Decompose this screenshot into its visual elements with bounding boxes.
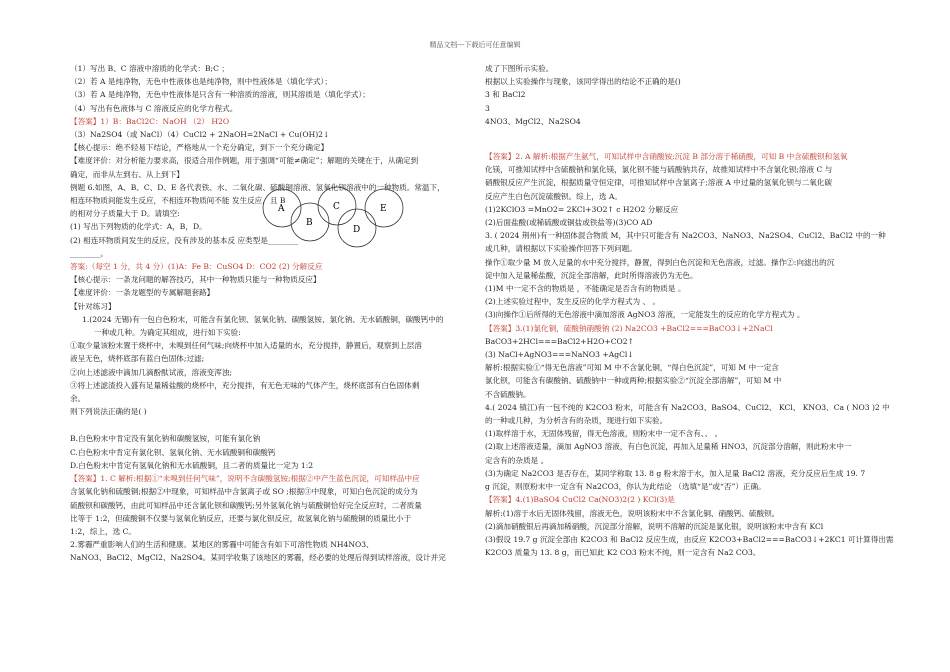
left-line: ②向上述滤液中滴加几滴酚酞试液，溶液变浑浊; <box>70 367 233 377</box>
left-line: 确定，而非从左到右、从上到下】 <box>70 169 184 179</box>
right-line: 4NO3、MgCl2、Na2SO4 <box>485 116 581 126</box>
left-line: （4）写出有色液体与 C 溶液反应的化学方程式。 <box>70 103 238 113</box>
left-line: 例题 6.如图，A、B、C、D、E 各代表铁、水、二氧化碳、硫酸铜溶液、氢氧化钡溶液中的一种物质。常温下， <box>70 182 445 192</box>
left-line: 【核心提示：绝不轻易下结论，严格地从一个充分确定，到下一个充分确定】 <box>70 143 329 153</box>
left-line: ________。 <box>70 248 108 258</box>
left-line: 比等于 1:2，但硫酸铜不仅要与氢氧化钠反应，还要与氯化钡反应，故氢氧化钠与硫酸铜的质量比小于 <box>70 513 412 523</box>
left-column <box>70 62 465 565</box>
right-line: (3)向操作①后所得的无色溶液中滴加溶液 AgNO3 溶液，一定能发生的反应的化学方程式为 。 <box>485 310 805 320</box>
right-line: 淀中加入足量稀盐酸，沉淀全部溶解，此时所得溶液仍为无色。 <box>485 270 698 280</box>
ring-label-d: D <box>353 225 361 235</box>
right-line: (2)后面盐酸(或稀硫酸或铜盐或铁盐等)(3)CO AD <box>485 218 653 228</box>
right-line: (2)上述实验过程中，发生反应的化学方程式为 、 。 <box>485 297 661 307</box>
right-line: 硝酸银反应产生沉淀，根据质量守恒定律，可推知试样中含氯离子;溶液 A 中过量的氢氧化钡与二氧化碳 <box>485 178 832 188</box>
left-line: 【核心提示：一条龙问题的解答技巧，其中一种物质只能与一种物质反应】 <box>70 275 321 285</box>
left-line: 一种或几种。为确定其组成，进行如下实验: <box>94 328 241 338</box>
page-header: 精品文档---下载后可任意编辑 <box>429 41 521 49</box>
right-line: 3 和 BaCl2 <box>485 90 526 100</box>
right-line: 不含硫酸钠。 <box>485 389 531 399</box>
left-line: 的相对分子质量大于 D。请填空: <box>70 209 180 219</box>
right-line: (3)假设 19.7 g 沉淀全部由 K2CO3 和 BaCl2 反应生成，由反应 K2CO3+BaCl2===BaCO3↓+2KC1 可计算得出需 <box>485 534 894 544</box>
left-line: 则下列说法正确的是( ) <box>70 407 147 417</box>
left-line: ③将上述滤渣投入盛有足量稀盐酸的烧杯中，充分搅拌，有无色无味的气体产生，烧杯底部有白色固体剩 <box>70 380 420 390</box>
left-line: 【难度评价：对分析能力要求高，很适合用作例题，用于强调“可能≠确定”；解题的关键在于，从确定到 <box>70 156 419 166</box>
left-line: 【答案】1. C 解析:根据①“未嗅到任何气味”，说明不含碳酸氢铵;根据②中产生蓝色沉淀，可知样品中应 <box>70 474 420 484</box>
left-line: ①取少量该粉末置于烧杯中，未嗅到任何气味;向烧杯中加入适量的水，充分搅拌，静置后，观察到上层溶 <box>70 341 422 351</box>
left-line: 硫酸钡和碳酸钙，由此可知样品中还含氯化钡和碳酸钙;另外氢氧化钠与硫酸铜恰好完全反应时，二者质量 <box>70 500 422 510</box>
ring-label-e: E <box>380 204 387 214</box>
right-line: 【答案】2. A 解析:根据产生氨气，可知试样中含硝酸铵;沉淀 B 部分溶于稀硝酸，可知 B 中含硫酸钡和氢氧 <box>485 152 848 162</box>
right-line: 反应产生白色沉淀硫酸钡。综上，选 A。 <box>485 191 622 201</box>
left-line: 含氢氧化钠和硫酸铜;根据②中现象，可知样品中含氯离子或 SO ;根据③中现象，可知白色沉淀的成分为 <box>70 487 418 497</box>
left-line: C.白色粉末中肯定有氯化钡、氢氧化钠、无水硫酸铜和碳酸钙 <box>70 447 276 457</box>
left-line: 答案:（每空 1 分，共 4 分）(1)A：Fe B：CuSO4 D：CO2 (2) 分解反应 <box>70 262 323 272</box>
right-line <box>485 128 885 150</box>
left-line: （3）Na2SO4（或 NaCl）（4）CuCl2 + 2NaOH=2NaCl + Cu(OH)2↓ <box>70 130 330 140</box>
right-line: 解析:根据实验①“得无色溶液”可知 M 中不含氯化铜，“得白色沉淀”，可知 M 中一定含 <box>485 363 779 373</box>
right-line: 的一种或几种，为分析含有的杂质，现进行如下实验。 <box>485 416 668 426</box>
right-line: (3)为确定 Na2CO3 是否存在，某同学称取 13. 8 g 粉末溶于水，加入足量 BaCl2 溶液，充分反应后生成 19. 7 <box>485 468 866 478</box>
right-line: (2)取上述溶液适量，滴加 AgNO3 溶液，有白色沉淀，再加入足量稀 HNO3，沉淀部分溶解，则此粉末中一 <box>485 442 852 452</box>
right-line: 成了下图所示实验。 <box>485 64 554 73</box>
left-line: 2.雾霾严重影响人们的生活和健康。某地区的雾霾中可能含有如下可溶性物质 NH4NO3、 <box>70 540 374 550</box>
right-line: 氯化钡，可能含有碳酸钠、硫酸钠中一种或两种;根据实验②“沉淀全部溶解”，可知 M 中 <box>485 376 782 386</box>
ring-label-a: A <box>278 204 285 214</box>
left-line <box>70 418 465 432</box>
left-line: (2) 相连环物质间发生的反应，没有涉及的基本反 应类型是________ <box>70 235 299 245</box>
left-line: （3）若 A 是纯净物，无色中性液体是只含有一种溶质的溶液，则其溶质是（填化学式）； <box>70 90 370 100</box>
left-line: 液呈无色，烧杯底部有蓝白色固体;过滤; <box>70 354 205 364</box>
right-line: (1)取样溶于水，无固体残留，得无色溶液，则粉末中一定不含有、、 。 <box>485 429 723 439</box>
left-line: 余。 <box>70 394 86 404</box>
left-line: 1:2，综上，选 C。 <box>70 526 137 536</box>
left-line: （1）写出 B、C 溶液中溶质的化学式：B;C ； <box>70 64 229 73</box>
right-line: 定含有的杂质是 。 <box>485 455 549 465</box>
left-line: B.白色粉末中肯定没有氯化钠和碳酸氢铵，可能有氯化钠 <box>70 434 261 444</box>
right-line: 操作①取少量 M 放入足量的水中充分搅拌，静置，得到白色沉淀和无色溶液，过滤。操作②:向滤出的沉 <box>485 257 835 267</box>
left-line: 【针对练习】 <box>70 301 116 311</box>
left-line: NaNO3、BaCl2、MgCl2、Na2SO4。某同学收集了该地区的雾霾，经必要的处理后得到试样溶液，设计并完 <box>70 553 446 563</box>
right-line: g 沉淀，则原粉末中一定含有 Na2CO3，你认为此结论 （选填“是”或“否”）正确。 <box>485 482 766 492</box>
left-line: D.白色粉末中肯定有氢氧化钠和无水硫酸铜，且二者的质量比一定为 1:2 <box>70 460 314 470</box>
right-line: (3) NaCl+AgNO3===NaNO3 +AgCl↓ <box>485 350 634 360</box>
left-line: （2）若 A 是纯净物，无色中性液体也是纯净物，则中性液体是（填化学式）； <box>70 77 332 87</box>
right-line: 解析:(1)溶于水后无固体残留，溶液无色，说明该粉末中不含氯化铜、硝酸钙、硫酸钡。 <box>485 508 780 518</box>
right-line: 或几种，请根据以下实验操作回答下列问题。 <box>485 244 637 254</box>
ring-label-b: B <box>306 218 313 228</box>
left-line: 【答案】1）B：BaCl2C：NaOH （2） H2O <box>70 116 230 126</box>
ring-diagram <box>262 184 412 248</box>
right-line: 3 <box>485 103 490 113</box>
right-line: (1)M 中一定不含的物质是 ，不能确定是否含有的物质是 。 <box>485 284 686 294</box>
right-line: 3. ( 2024 荆州)有一种固体混合物质 M，其中只可能含有 Na2CO3、NaNO3、Na2SO4、CuCl2、BaCl2 中的一种 <box>485 231 886 241</box>
right-line: 【答案】3.(1)氯化铜，硫酸钠硝酸钠 (2) Na2CO3 +BaCl2===BaCO3↓+2NaCl <box>485 323 773 333</box>
right-line: 化镁，可推知试样中含硫酸钠和氯化镁，氯化钡不能与硫酸钠共存，故推知试样中不含氯化钡;溶液 C 与 <box>485 165 833 175</box>
right-line: (1)2KClO3 =MnO2= 2KCl+3O2↑ c H2O2 分解反应 <box>485 204 679 214</box>
right-line: 根据以上实验操作与现象，该同学得出的结论不正确的是() <box>485 77 681 87</box>
left-line: 相连环物质间能发生反应，不相连环物质间不能 发生反应，且 B <box>70 196 286 206</box>
left-line: 【难度评价：一条龙题型的专属解题套路】 <box>70 288 215 298</box>
right-line: (2)滴加硝酸银后再滴加稀硝酸，沉淀部分溶解，说明不溶解的沉淀是氯化银，说明该粉末中含有 KCl <box>485 521 824 531</box>
right-line: BaCO3+2HCl===BaCl2+H2O+CO2↑ <box>485 336 634 346</box>
left-line: 1.(2024 无锡)有一包白色粉末，可能含有氯化钡、氢氧化钠、碳酸氢铵、氯化钠、无水硫酸铜，碳酸钙中的 <box>82 314 444 324</box>
right-line: K2CO3 质量为 13. 8 g，而已知此 K2 CO3 粉末不纯，则一定含有 Na2 CO3。 <box>485 548 761 558</box>
right-column <box>485 62 894 559</box>
right-line: 【答案】4.(1)BaSO4 CuCl2 Ca(NO3)2(2 ) KCl(3)是 <box>485 495 675 505</box>
left-line: (1) 写出下列物质的化学式：A，B，D。 <box>70 222 207 232</box>
ring-label-c: C <box>333 202 340 212</box>
right-line: 4.( 2024 镇江)有一包不纯的 K2CO3 粉末，可能含有 Na2CO3、BaSO4、CuCl2、 KCl、 KNO3、Ca ( NO3 )2 中 <box>485 402 890 412</box>
